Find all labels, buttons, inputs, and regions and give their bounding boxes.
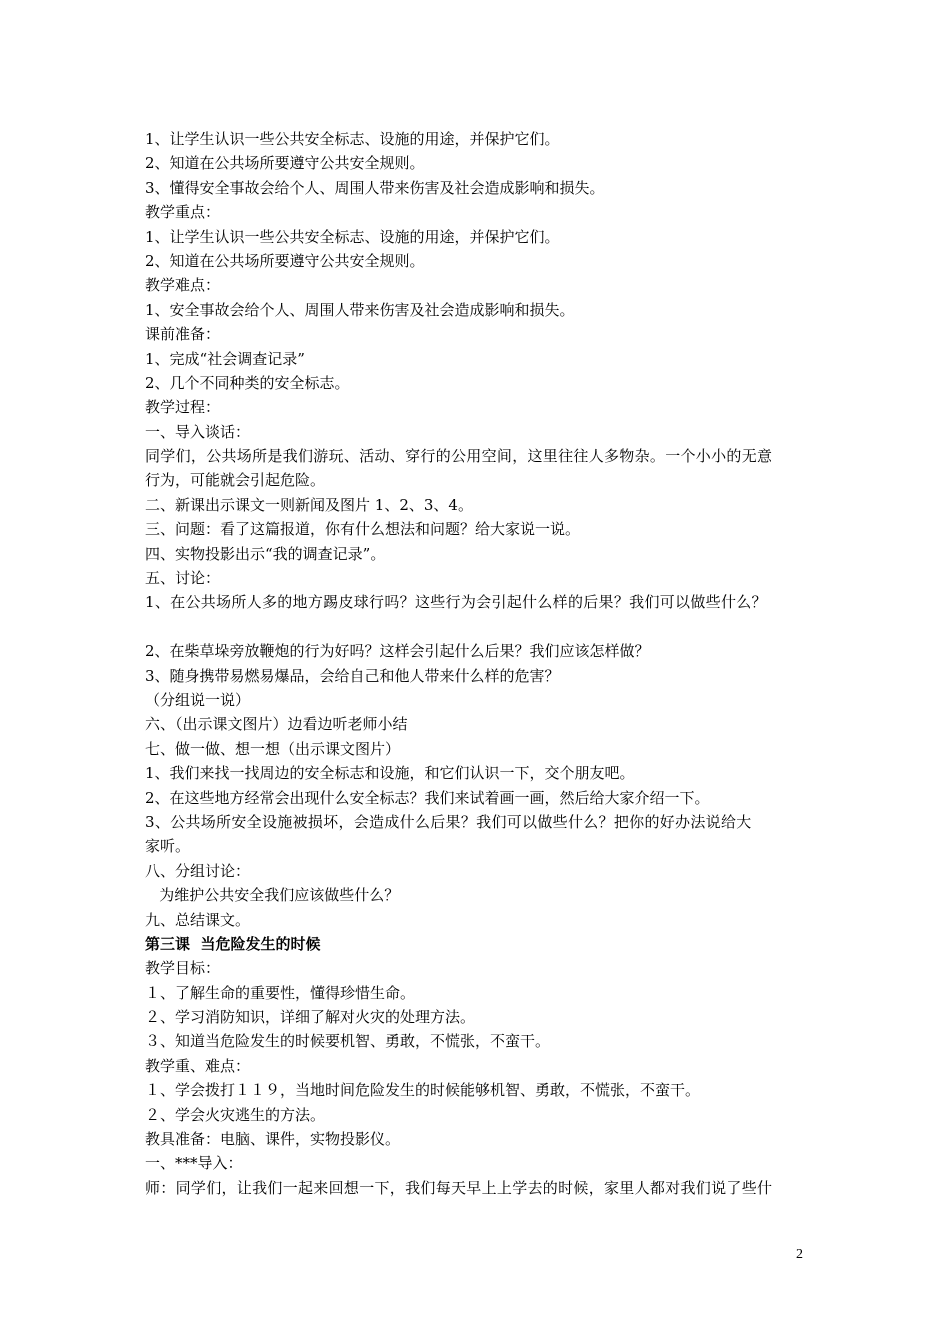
text-line: 1、我们来找一找周边的安全标志和设施，和它们认识一下，交个朋友吧。 — [145, 764, 635, 783]
text-line: 1、完成“社会调查记录” — [145, 349, 305, 368]
text-line: 1、让学生认识一些公共安全标志、设施的用途，并保护它们。 — [145, 227, 560, 246]
text-line: 3、随身携带易燃易爆品，会给自己和他人带来什么样的危害？ — [145, 666, 560, 685]
text-line: 为维护公共安全我们应该做些什么？ — [145, 886, 400, 905]
text-line: 教具准备：电脑、课件，实物投影仪。 — [145, 1130, 401, 1149]
text-line: 2、知道在公共场所要遵守公共安全规则。 — [145, 251, 425, 270]
text-line: 2、知道在公共场所要遵守公共安全规则。 — [145, 154, 425, 173]
section-heading: 教学重点： — [145, 203, 221, 222]
text-line: 六、（出示课文图片）边看边听老师小结 — [145, 715, 408, 734]
section-heading: 教学目标： — [145, 959, 221, 978]
text-line: ２、学会火灾逃生的方法。 — [145, 1105, 326, 1124]
text-line: 三、问题：看了这篇报道，你有什么想法和问题？给大家说一说。 — [145, 520, 581, 539]
section-heading: 教学过程： — [145, 398, 221, 417]
text-line: 九、总结课文。 — [145, 910, 251, 929]
page-number: 2 — [796, 1247, 803, 1262]
text-line: 1、在公共场所人多的地方踢皮球行吗？这些行为会引起什么样的后果？我们可以做些什么？ — [145, 593, 767, 612]
text-line: 2、在这些地方经常会出现什么安全标志？我们来试着画一画，然后给大家介绍一下。 — [145, 788, 710, 807]
text-line: ２、学习消防知识，详细了解对火灾的处理方法。 — [145, 1008, 476, 1027]
blank-line — [145, 615, 825, 639]
section-heading: 课前准备： — [145, 325, 221, 344]
text-line: 二、新课出示课文一则新闻及图片 1、2、3、4。 — [145, 495, 473, 514]
lesson-title: 第三课 当危险发生的时候 — [145, 934, 321, 953]
text-line: 一、***导入： — [145, 1154, 243, 1173]
section-heading: 教学重、难点： — [145, 1056, 251, 1075]
text-line: 一、导入谈话： — [145, 422, 251, 441]
text-line: ３、知道当危险发生的时候要机智、勇敢，不慌张，不蛮干。 — [145, 1032, 551, 1051]
section-heading: 教学难点： — [145, 276, 221, 295]
text-line: １、了解生命的重要性，懂得珍惜生命。 — [145, 983, 416, 1002]
text-line: 行为，可能就会引起危险。 — [145, 471, 326, 490]
text-line: 五、讨论： — [145, 569, 221, 588]
text-line: 1、安全事故会给个人、周围人带来伤害及社会造成影响和损失。 — [145, 300, 575, 319]
document-body — [145, 127, 825, 1200]
text-line: 四、实物投影出示“我的调查记录”。 — [145, 544, 386, 563]
text-line: 家听。 — [145, 837, 191, 856]
text-line: 2、在柴草垛旁放鞭炮的行为好吗？这样会引起什么后果？我们应该怎样做？ — [145, 642, 650, 661]
text-line: 八、分组讨论： — [145, 861, 251, 880]
text-line: 3、懂得安全事故会给个人、周围人带来伤害及社会造成影响和损失。 — [145, 178, 605, 197]
text-line: 3、公共场所安全设施被损坏，会造成什么后果？我们可以做些什么？把你的好办法说给大 — [145, 812, 752, 831]
text-line: 七、做一做、想一想（出示课文图片） — [145, 739, 401, 758]
text-line: （分组说一说） — [145, 690, 251, 709]
text-line: 1、让学生认识一些公共安全标志、设施的用途，并保护它们。 — [145, 130, 560, 148]
text-line: 师：同学们，让我们一起来回想一下，我们每天早上上学去的时候，家里人都对我们说了些什 — [145, 1178, 773, 1197]
text-line: 同学们，公共场所是我们游玩、活动、穿行的公用空间，这里往往人多物杂。一个小小的无意 — [145, 447, 773, 466]
text-line: 2、几个不同种类的安全标志。 — [145, 373, 350, 392]
text-line: １、学会拨打１１９，当地时间危险发生的时候能够机智、勇敢，不慌张，不蛮干。 — [145, 1081, 701, 1100]
